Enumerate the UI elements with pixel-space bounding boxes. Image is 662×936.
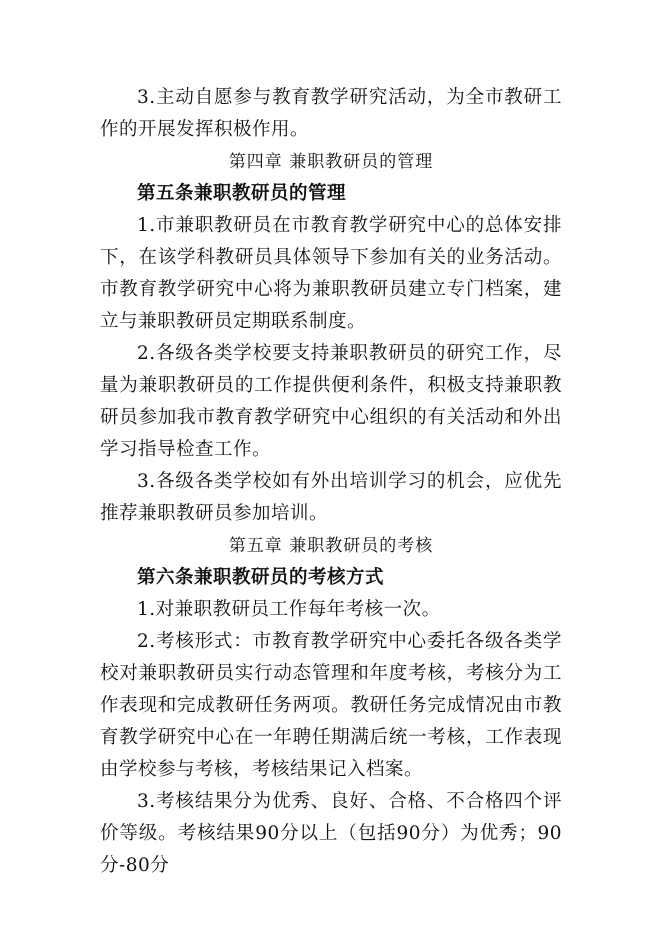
paragraph-article5-item2: 2.各级各类学校要支持兼职教研员的研究工作，尽量为兼职教研员的工作提供便利条件，积极支持兼职教研员参加我市教育教学研究中心组织的有关活动和外出学习指导检查工作。 [100, 343, 562, 460]
article-6-heading: 第六条兼职教研员的考核方式 [137, 567, 385, 588]
chapter-4-heading: 第四章 兼职教研员的管理 [228, 152, 434, 172]
paragraph-item3-participation: 3.主动自愿参与教育教学研究活动，为全市教研工作的开展发挥积极作用。 [100, 87, 562, 140]
chapter-5-heading: 第五章 兼职教研员的考核 [228, 536, 434, 556]
paragraph-article6-item1: 1.对兼职教研员工作每年考核一次。 [137, 599, 441, 620]
paragraph-article5-item3: 3.各级各类学校如有外出培训学习的机会，应优先推荐兼职教研员参加培训。 [100, 471, 562, 524]
article-5-heading: 第五条兼职教研员的管理 [137, 183, 347, 204]
paragraph-article5-item1: 1.市兼职教研员在市教育教学研究中心的总体安排下，在该学科教研员具体领导下参加有关的业务活动。市教育教学研究中心将为兼职教研员建立专门档案，建立与兼职教研员定期联系制度。 [100, 215, 562, 332]
document-page [100, 82, 562, 882]
paragraph-article6-item3: 3.考核结果分为优秀、良好、合格、不合格四个评价等级。考核结果90分以上（包括90分）为优秀；90分-80分 [100, 791, 562, 876]
paragraph-article6-item2: 2.考核形式：市教育教学研究中心委托各级各类学校对兼职教研员实行动态管理和年度考核，考核分为工作表现和完成教研任务两项。教研任务完成情况由市教育教学研究中心在一年聘任期满后统一考核，工作表现由学校参与考核，考核结果记入档案。 [100, 631, 562, 780]
